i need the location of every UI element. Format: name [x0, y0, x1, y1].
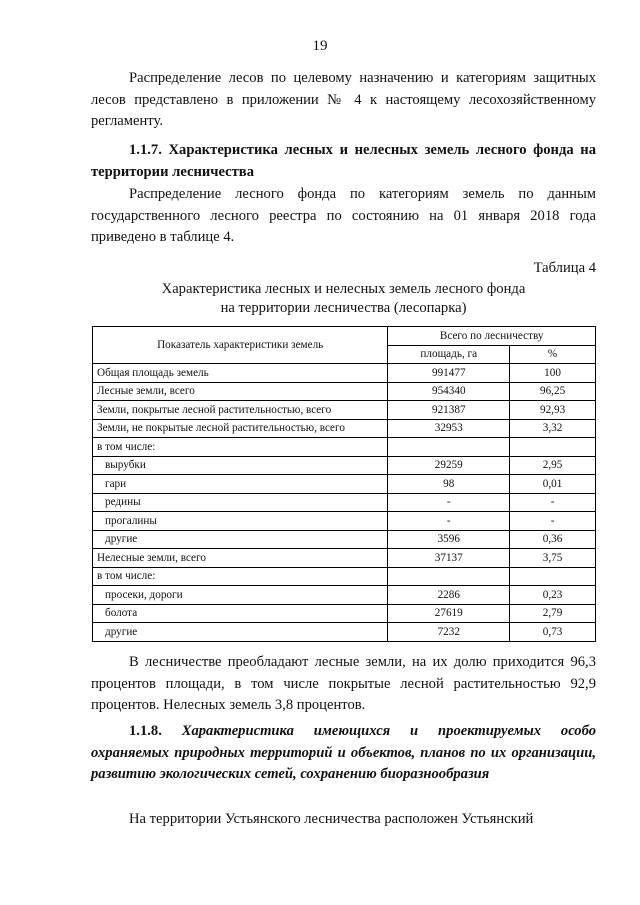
row-area: 37137 [388, 549, 510, 568]
table-label: Таблица 4 [533, 260, 596, 276]
section-number: 1.1.7. [129, 142, 162, 158]
row-percent [510, 567, 596, 586]
row-area: 991477 [388, 364, 510, 383]
row-label: Земли, не покрытые лесной растительностью, всего [93, 419, 388, 438]
table-row [93, 475, 596, 494]
row-area: - [388, 493, 510, 512]
section-title: Характеристика имеющихся и проектируемых особо охраняемых природных территорий и объектов, планов по их организации, развитию экологических сетей, сохранению биоразнообразия [91, 723, 596, 782]
row-percent: 92,93 [510, 401, 596, 420]
row-percent: 0,01 [510, 475, 596, 494]
table-row [93, 530, 596, 549]
row-label: другие [93, 530, 388, 549]
row-label: Лесные земли, всего [93, 382, 388, 401]
table-row [93, 567, 596, 586]
row-area: 27619 [388, 604, 510, 623]
row-area: - [388, 512, 510, 531]
row-label: болота [93, 604, 388, 623]
table-title [91, 280, 596, 318]
header-percent: % [510, 345, 596, 364]
table-row [93, 512, 596, 531]
row-percent: 96,25 [510, 382, 596, 401]
intro-paragraph: Распределение лесов по целевому назначению и категориям защитных лесов представлено в приложении № 4 к настоящему лесохозяйственному регламенту. [91, 70, 596, 129]
row-area: 7232 [388, 623, 510, 642]
row-label: прогалины [93, 512, 388, 531]
row-area: 3596 [388, 530, 510, 549]
page-number: 19 [312, 38, 328, 54]
row-area [388, 567, 510, 586]
table-row [93, 549, 596, 568]
land-characteristics-table [92, 326, 596, 642]
table-title-line-2: на территории лесничества (лесопарка) [220, 300, 467, 316]
table-title-line-1: Характеристика лесных и нелесных земель лесного фонда [161, 281, 526, 297]
row-percent: 2,95 [510, 456, 596, 475]
row-percent: 0,36 [510, 530, 596, 549]
row-label: редины [93, 493, 388, 512]
row-label: в том числе: [93, 438, 388, 457]
paragraph-protected-areas: На территории Устьянского лесничества расположен Устьянский [129, 811, 534, 827]
row-label: вырубки [93, 456, 388, 475]
table-row [93, 419, 596, 438]
row-percent: 0,23 [510, 586, 596, 605]
section-heading-1-1-8 [91, 721, 596, 786]
table-row [93, 586, 596, 605]
section-title: Характеристика лесных и нелесных земель лесного фонда на территории лесничества [91, 142, 596, 180]
row-label: просеки, дороги [93, 586, 388, 605]
row-percent: 0,73 [510, 623, 596, 642]
row-percent [510, 438, 596, 457]
table-row [93, 623, 596, 642]
row-percent: 3,32 [510, 419, 596, 438]
row-area: 2286 [388, 586, 510, 605]
table-row [93, 438, 596, 457]
section-number: 1.1.8. [129, 723, 162, 739]
row-area [388, 438, 510, 457]
header-area: площадь, га [388, 345, 510, 364]
table-row [93, 382, 596, 401]
row-area: 98 [388, 475, 510, 494]
row-area: 921387 [388, 401, 510, 420]
row-label: Нелесные земли, всего [93, 549, 388, 568]
row-percent: 100 [510, 364, 596, 383]
row-label: другие [93, 623, 388, 642]
table-row [93, 604, 596, 623]
row-area: 32953 [388, 419, 510, 438]
row-percent: 3,75 [510, 549, 596, 568]
paragraph-summary: В лесничестве преобладают лесные земли, на их долю приходится 96,3 процентов площади, в том числе покрытые лесной растительностью 92,9 процентов. Нелесных земель 3,8 процентов. [91, 654, 596, 713]
row-area: 954340 [388, 382, 510, 401]
table-row [93, 456, 596, 475]
row-label: в том числе: [93, 567, 388, 586]
row-label: Общая площадь земель [93, 364, 388, 383]
row-area: 29259 [388, 456, 510, 475]
row-percent: - [510, 512, 596, 531]
row-label: гари [93, 475, 388, 494]
table-row [93, 493, 596, 512]
row-percent: 2,79 [510, 604, 596, 623]
row-percent: - [510, 493, 596, 512]
header-total: Всего по лесничеству [388, 327, 596, 346]
table-row [93, 364, 596, 383]
table-row [93, 401, 596, 420]
section-heading-1-1-7 [91, 140, 596, 183]
table-body [93, 364, 596, 642]
row-label: Земли, покрытые лесной растительностью, всего [93, 401, 388, 420]
header-indicator: Показатель характеристики земель [93, 327, 388, 364]
paragraph-table-reference: Распределение лесного фонда по категориям земель по данным государственного лесного реестра по состоянию на 01 января 2018 года приведено в таблице 4. [91, 186, 596, 245]
